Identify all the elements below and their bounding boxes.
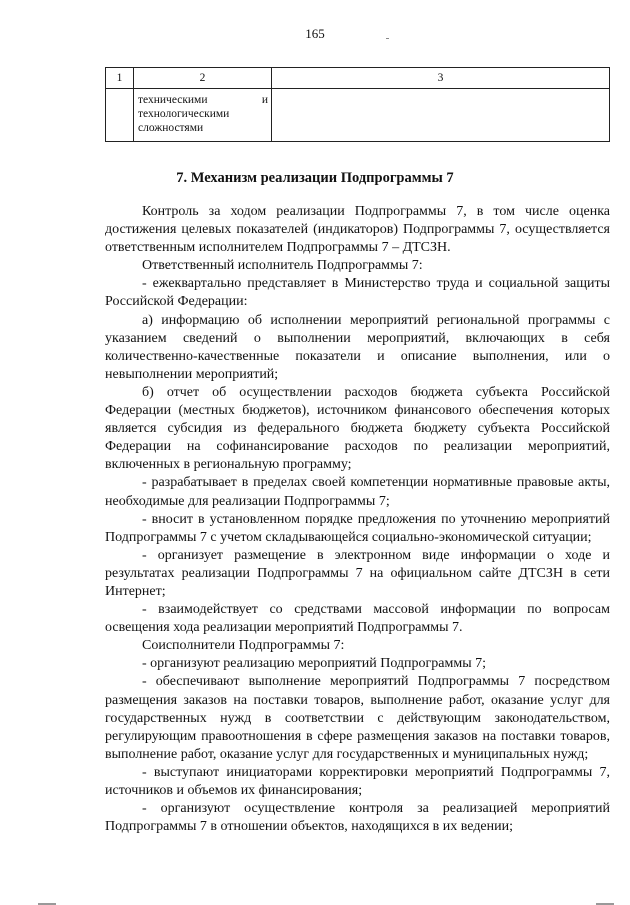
paragraph: Контроль за ходом реализации Подпрограммы 7, в том числе оценка достижения целевых показателей (индикаторов) Подпрограммы 7, осуществляется ответственным исполнителем Подпрограммы 7 – ДТСЗН. <box>105 204 610 256</box>
section-heading: 7. Механизм реализации Подпрограммы 7 <box>176 170 454 186</box>
page-number: 165 <box>305 26 325 41</box>
paragraph: б) отчет об осуществлении расходов бюджета субъекта Российской Федерации (местных бюджетов), источником финансового обеспечения которых является субсидия из федерального бюджета бюджету субъекта Российской Федерации на софинансирование расходов по реализации мероприятий, включенных в региональную программу; <box>105 384 610 473</box>
table-row <box>106 89 610 142</box>
table-header-cell: 1 <box>106 68 134 89</box>
table-header-cell: 2 <box>134 68 272 89</box>
paragraph: - разрабатывает в пределах своей компетенции нормативные правовые акты, необходимые для реализации Подпрограммы 7; <box>105 475 610 509</box>
paragraph: Соисполнители Подпрограммы 7: <box>142 638 345 654</box>
table-header-cell: 3 <box>272 68 610 89</box>
paragraph: - взаимодействует со средствами массовой информации по вопросам освещения хода реализации мероприятий Подпрограммы 7. <box>105 602 610 636</box>
cell-text: сложностями <box>138 122 204 134</box>
paragraph: - вносит в установленном порядке предложения по уточнению мероприятий Подпрограммы 7 с учетом складывающейся социально-экономической ситуации; <box>105 511 610 545</box>
paragraph: а) информацию об исполнении мероприятий региональной программы с указанием сведений о выполнении мероприятий, включающих в себя количественно-качественные показатели и описание выполнения, или о невыполнении мероприятий; <box>105 312 610 382</box>
body-text <box>105 203 610 836</box>
paragraph: - ежеквартально представляет в Министерство труда и социальной защиты Российской Федерации: <box>105 276 610 310</box>
cell-text: и <box>261 94 268 106</box>
table-header-row <box>106 68 610 89</box>
table-cell-col3 <box>272 89 610 142</box>
paragraph: Ответственный исполнитель Подпрограммы 7: <box>142 258 423 274</box>
continuation-table <box>105 67 610 142</box>
paragraph: - организует размещение в электронном виде информации о ходе и результатах реализации Подпрограммы 7 на официальном сайте ДТСЗН в сети Интернет; <box>105 547 610 599</box>
paragraph: - организуют реализацию мероприятий Подпрограммы 7; <box>142 656 487 672</box>
table-cell-col2 <box>134 89 272 142</box>
table-cell-col1 <box>106 89 134 142</box>
paragraph: - организуют осуществление контроля за реализацией мероприятий Подпрограммы 7 в отношении объектов, находящихся в их ведении; <box>105 801 610 835</box>
scan-speck <box>386 38 389 39</box>
cell-text: технологическими <box>138 108 230 120</box>
paragraph: - обеспечивают выполнение мероприятий Подпрограммы 7 посредством размещения заказов на поставки товаров, выполнение работ, оказание услуг для государственных нужд в соответствии с действующим законодательством, регулирующим правоотношения в сфере размещения заказов на поставки товаров, выполнение работ, оказание услуг для государственных и муниципальных нужд; <box>105 674 610 762</box>
cell-text: техническими <box>138 94 208 106</box>
paragraph: - выступают инициаторами корректировки мероприятий Подпрограммы 7, источников и объемов их финансирования; <box>105 764 610 798</box>
